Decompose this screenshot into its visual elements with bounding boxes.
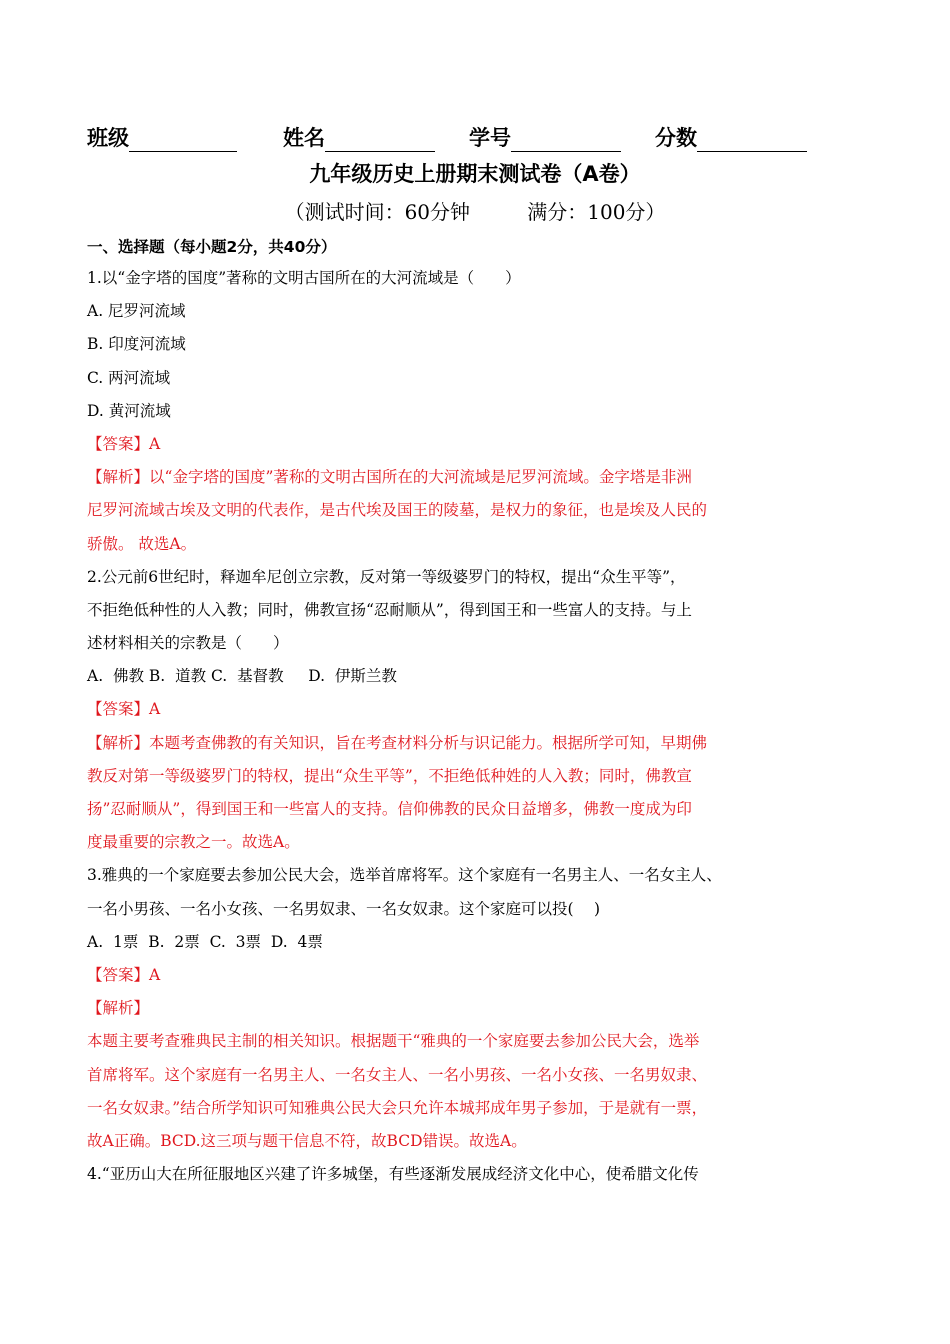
student-id-label: 学号: [469, 126, 511, 150]
q2-stem-line-3: 述材料相关的宗教是（ ）: [87, 634, 289, 653]
score-blank[interactable]: [697, 129, 807, 152]
q1-option-a: A. 尼罗河流域: [87, 302, 186, 321]
q1-stem: 1.以“金字塔的国度”著称的文明古国所在的大河流域是（ ）: [87, 269, 521, 287]
class-blank[interactable]: [129, 129, 237, 152]
q1-analysis-line-2: 尼罗河流域古埃及文明的代表作，是古代埃及国王的陵墓，是权力的象征，也是埃及人民的: [87, 501, 708, 520]
q2-options: A. 佛教 B. 道教 C. 基督教 D. 伊斯兰教: [87, 667, 397, 686]
q1-option-c: C. 两河流域: [87, 368, 171, 387]
q3-analysis-line-2: 首席将军。这个家庭有一名男主人、一名女主人、一名小男孩、一名小女孩、一名男奴隶、: [87, 1065, 708, 1084]
class-field[interactable]: [87, 122, 237, 152]
score-field[interactable]: [655, 122, 807, 152]
name-label: 姓名: [283, 126, 325, 150]
score-label: 分数: [655, 126, 697, 150]
student-info-row: [87, 122, 847, 152]
q1-answer: [87, 428, 777, 461]
section-title: 一、选择题（每小题2分，共40分）: [87, 238, 337, 256]
q2-analysis-line-4: 度最重要的宗教之一。故选A。: [87, 833, 300, 852]
q1-analysis-line-3: 骄傲。 故选A。: [87, 534, 197, 553]
name-field[interactable]: [283, 122, 435, 152]
q2-stem-line-1: 2.公元前6世纪时，释迦牟尼创立宗教，反对第一等级婆罗门的特权，提出“众生平等”，: [87, 567, 686, 586]
student-id-field[interactable]: [469, 122, 621, 152]
q3-analysis-tag: 【解析】: [87, 999, 150, 1018]
name-blank[interactable]: [325, 129, 435, 152]
q2-analysis-line-2: 教反对第一等级婆罗门的特权，提出“众生平等”，不拒绝低种姓的人入教；同时，佛教宣: [87, 766, 692, 785]
q2-answer-tag: 【答案】: [87, 700, 150, 719]
q3-answer: [87, 959, 777, 992]
q1-analysis-tag: 【解析】: [87, 468, 150, 487]
q1-answer-tag: 【答案】: [87, 434, 150, 453]
q3-answer-value: A: [149, 965, 161, 984]
q1-analysis-line-1: [87, 461, 777, 494]
q3-analysis-line-1: 本题主要考查雅典民主制的相关知识。根据题干“雅典的一个家庭要去参加公民大会，选举: [87, 1032, 700, 1051]
questions-body: [87, 262, 777, 1191]
student-id-blank[interactable]: [511, 129, 621, 152]
q2-analysis-tag: 【解析】: [87, 733, 150, 752]
q4-stem-line-1: 4.“亚历山大在所征服地区兴建了许多城堡，有些逐渐发展成经济文化中心，使希腊文化传: [87, 1165, 699, 1184]
q2-stem-line-2: 不拒绝低种性的人入教；同时，佛教宣扬“忍耐顺从”，得到国王和一些富人的支持。与上: [87, 600, 692, 619]
q3-answer-tag: 【答案】: [87, 965, 150, 984]
q1-answer-value: A: [149, 434, 161, 453]
q1-analysis-text-1: 以“金字塔的国度”著称的文明古国所在的大河流域是尼罗河流域。金字塔是非洲: [149, 468, 692, 487]
q3-options: A. 1票 B. 2票 C. 3票 D. 4票: [87, 932, 323, 951]
q3-stem-line-1: 3.雅典的一个家庭要去参加公民大会，选举首席将军。这个家庭有一名男主人、一名女主人、: [87, 866, 722, 885]
q3-stem-line-2: 一名小男孩、一名小女孩、一名男奴隶、一名女奴隶。这个家庭可以投( ): [87, 899, 601, 918]
q2-answer-value: A: [149, 700, 161, 719]
exam-title: 九年级历史上册期末测试卷（A卷）: [309, 162, 641, 186]
q2-analysis-line-1: [87, 727, 777, 760]
exam-subtitle: （测试时间：60分钟 满分：100分）: [284, 200, 666, 224]
q1-option-d: D. 黄河流域: [87, 401, 171, 420]
class-label: 班级: [87, 126, 129, 150]
q2-analysis-line-3: 扬”忍耐顺从”，得到国王和一些富人的支持。信仰佛教的民众日益增多，佛教一度成为印: [87, 800, 692, 818]
q3-analysis-line-3: 一名女奴隶。”结合所学知识可知雅典公民大会只允许本城邦成年男子参加，于是就有一票，: [87, 1098, 708, 1117]
q2-analysis-text-1: 本题考查佛教的有关知识，旨在考查材料分析与识记能力。根据所学可知，早期佛: [149, 733, 708, 752]
q1-option-b: B. 印度河流域: [87, 335, 186, 354]
q3-analysis-line-4: 故A正确。BCD.这三项与题干信息不符，故BCD错误。故选A。: [87, 1131, 527, 1150]
q2-answer: [87, 693, 777, 726]
